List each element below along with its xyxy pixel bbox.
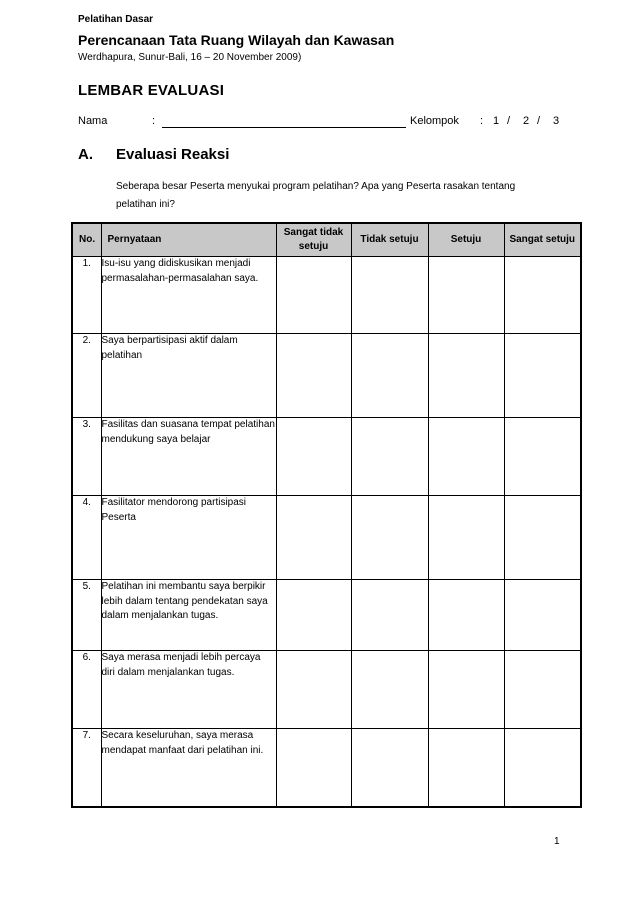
answer-cell-strongly-agree[interactable] — [504, 496, 581, 580]
header-strongly-disagree: Sangat tidak setuju — [276, 223, 351, 257]
row-statement: Pelatihan ini membantu saya berpikir lebih dalam tentang pendekatan saya dalam menjalankan tugas. — [101, 580, 276, 651]
row-number: 6. — [72, 651, 101, 729]
row-statement: Secara keseluruhan, saya merasa mendapat manfaat dari pelatihan ini. — [101, 729, 276, 807]
table-row — [72, 418, 581, 496]
top-label: Pelatihan Dasar — [78, 14, 154, 25]
table-row — [72, 580, 581, 651]
answer-cell-strongly-disagree[interactable] — [276, 496, 351, 580]
answer-cell-disagree[interactable] — [351, 334, 428, 418]
kelompok-option-1[interactable]: 1 — [492, 115, 500, 127]
answer-cell-strongly-disagree[interactable] — [276, 418, 351, 496]
answer-cell-strongly-disagree[interactable] — [276, 334, 351, 418]
table-row — [72, 729, 581, 807]
section-title: Evaluasi Reaksi — [116, 146, 230, 163]
name-colon: : — [152, 115, 156, 127]
answer-cell-agree[interactable] — [428, 580, 504, 651]
answer-cell-strongly-disagree[interactable] — [276, 580, 351, 651]
answer-cell-agree[interactable] — [428, 418, 504, 496]
answer-cell-strongly-disagree[interactable] — [276, 651, 351, 729]
row-statement: Fasilitas dan suasana tempat pelatihan mendukung saya belajar — [101, 418, 276, 496]
answer-cell-strongly-agree[interactable] — [504, 257, 581, 334]
section-question: Seberapa besar Peserta menyukai program pelatihan? Apa yang Peserta rasakan tentang pelatihan ini? — [116, 181, 516, 210]
header-agree: Setuju — [428, 223, 504, 257]
answer-cell-disagree[interactable] — [351, 651, 428, 729]
option-separator: / — [537, 115, 541, 127]
row-statement: Fasilitator mendorong partisipasi Peserta — [101, 496, 276, 580]
page-number: 1 — [554, 836, 560, 847]
answer-cell-disagree[interactable] — [351, 496, 428, 580]
course-title: Perencanaan Tata Ruang Wilayah dan Kawasan — [78, 32, 395, 48]
answer-cell-agree[interactable] — [428, 257, 504, 334]
answer-cell-strongly-disagree[interactable] — [276, 729, 351, 807]
table-row — [72, 496, 581, 580]
table-row — [72, 334, 581, 418]
answer-cell-strongly-disagree[interactable] — [276, 257, 351, 334]
row-statement: Saya berpartisipasi aktif dalam pelatihan — [101, 334, 276, 418]
table-row — [72, 257, 581, 334]
name-group-row — [78, 115, 568, 131]
row-statement: Isu-isu yang didiskusikan menjadi permasalahan-permasalahan saya. — [101, 257, 276, 334]
table-header-row — [72, 223, 581, 257]
name-label: Nama — [78, 115, 108, 127]
answer-cell-disagree[interactable] — [351, 257, 428, 334]
answer-cell-agree[interactable] — [428, 651, 504, 729]
header-strongly-agree: Sangat setuju — [504, 223, 581, 257]
table-row — [72, 651, 581, 729]
header-disagree: Tidak setuju — [351, 223, 428, 257]
row-number: 2. — [72, 334, 101, 418]
row-number: 3. — [72, 418, 101, 496]
document-heading: LEMBAR EVALUASI — [78, 82, 225, 99]
kelompok-option-3[interactable]: 3 — [552, 115, 560, 127]
evaluation-table — [71, 222, 582, 808]
row-statement: Saya merasa menjadi lebih percaya diri dalam menjalankan tugas. — [101, 651, 276, 729]
row-number: 4. — [72, 496, 101, 580]
answer-cell-disagree[interactable] — [351, 418, 428, 496]
header-statement: Pernyataan — [101, 223, 276, 257]
answer-cell-strongly-agree[interactable] — [504, 334, 581, 418]
header-no: No. — [72, 223, 101, 257]
section-letter: A. — [78, 146, 93, 163]
kelompok-option-2[interactable]: 2 — [522, 115, 530, 127]
answer-cell-strongly-agree[interactable] — [504, 729, 581, 807]
row-number: 1. — [72, 257, 101, 334]
option-separator: / — [507, 115, 511, 127]
answer-cell-strongly-agree[interactable] — [504, 580, 581, 651]
answer-cell-agree[interactable] — [428, 496, 504, 580]
row-number: 7. — [72, 729, 101, 807]
answer-cell-strongly-agree[interactable] — [504, 418, 581, 496]
name-field-line[interactable] — [162, 127, 406, 128]
answer-cell-disagree[interactable] — [351, 729, 428, 807]
answer-cell-disagree[interactable] — [351, 580, 428, 651]
kelompok-label: Kelompok — [410, 115, 459, 127]
kelompok-colon: : — [480, 115, 484, 127]
location-date: Werdhapura, Sunur-Bali, 16 – 20 November 2009) — [78, 52, 302, 63]
answer-cell-agree[interactable] — [428, 729, 504, 807]
answer-cell-agree[interactable] — [428, 334, 504, 418]
row-number: 5. — [72, 580, 101, 651]
answer-cell-strongly-agree[interactable] — [504, 651, 581, 729]
